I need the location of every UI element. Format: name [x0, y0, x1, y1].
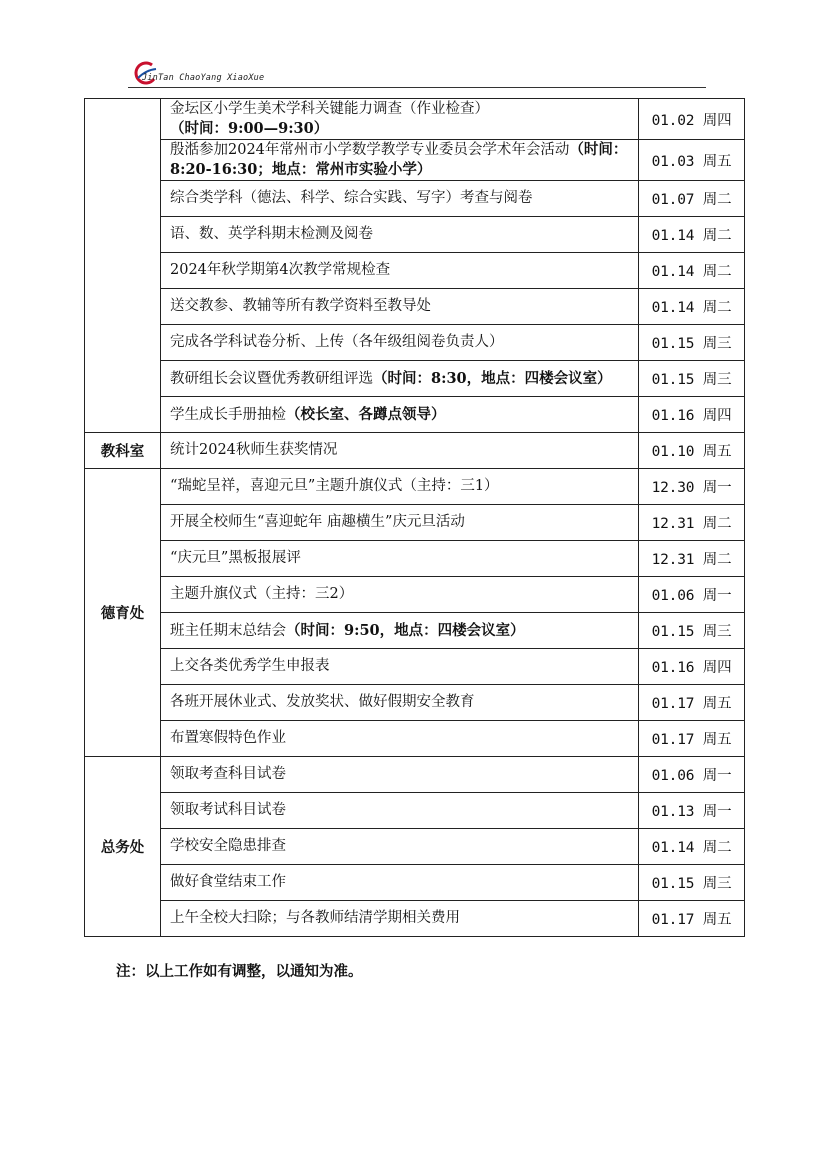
footnote: 注：以上工作如有调整，以通知为准。 [116, 963, 363, 980]
task-cell: 领取考查科目试卷 [161, 757, 639, 793]
date-cell: 12.30 周一 [639, 469, 745, 505]
task-cell: “庆元旦”黑板报展评 [161, 541, 639, 577]
table-row [85, 865, 745, 901]
table-row [85, 541, 745, 577]
table-row [85, 757, 745, 793]
date-cell: 01.14 周二 [639, 217, 745, 253]
task-cell: 上交各类优秀学生申报表 [161, 649, 639, 685]
table-row [85, 361, 745, 397]
table-row [85, 397, 745, 433]
date-cell: 01.03 周五 [639, 140, 745, 181]
header-divider [128, 87, 706, 88]
task-cell: 各班开展休业式、发放奖状、做好假期安全教育 [161, 685, 639, 721]
task-cell: 2024年秋学期第4次教学常规检查 [161, 253, 639, 289]
table-row [85, 901, 745, 937]
page-header [128, 60, 706, 90]
table-row [85, 325, 745, 361]
table-row [85, 505, 745, 541]
date-cell: 01.17 周五 [639, 721, 745, 757]
table-row [85, 721, 745, 757]
date-cell: 01.10 周五 [639, 433, 745, 469]
task-cell: 班主任期末总结会（时间：9:50，地点：四楼会议室） [161, 613, 639, 649]
table-row [85, 649, 745, 685]
date-cell: 01.15 周三 [639, 325, 745, 361]
date-cell: 01.06 周一 [639, 757, 745, 793]
header-brand-text: JinTan ChaoYang XiaoXue [142, 73, 265, 83]
date-cell: 01.02 周四 [639, 99, 745, 140]
task-cell: “瑞蛇呈祥，喜迎元旦”主题升旗仪式（主持：三1） [161, 469, 639, 505]
date-cell: 01.14 周二 [639, 289, 745, 325]
table-row [85, 181, 745, 217]
task-cell: 上午全校大扫除；与各教师结清学期相关费用 [161, 901, 639, 937]
dept-cell-zongwuchu: 总务处 [85, 757, 161, 937]
task-cell: 布置寒假特色作业 [161, 721, 639, 757]
dept-cell-jiaokeshi: 教科室 [85, 433, 161, 469]
table-row [85, 469, 745, 505]
date-cell: 01.17 周五 [639, 685, 745, 721]
date-cell: 01.17 周五 [639, 901, 745, 937]
dept-cell-continued [85, 99, 161, 433]
date-cell: 01.15 周三 [639, 361, 745, 397]
task-cell: 语、数、英学科期末检测及阅卷 [161, 217, 639, 253]
task-cell: 金坛区小学生美术学科关键能力调查（作业检查）（时间：9:00—9:30） [161, 99, 639, 140]
date-cell: 01.16 周四 [639, 649, 745, 685]
date-cell: 01.15 周三 [639, 865, 745, 901]
task-cell: 统计2024秋师生获奖情况 [161, 433, 639, 469]
table-row [85, 140, 745, 181]
date-cell: 12.31 周二 [639, 505, 745, 541]
task-cell: 教研组长会议暨优秀教研组评选（时间：8:30，地点：四楼会议室） [161, 361, 639, 397]
task-cell: 主题升旗仪式（主持：三2） [161, 577, 639, 613]
table-row [85, 793, 745, 829]
date-cell: 01.14 周二 [639, 829, 745, 865]
table-row [85, 613, 745, 649]
task-cell: 学生成长手册抽检（校长室、各蹲点领导） [161, 397, 639, 433]
table-row [85, 685, 745, 721]
table-row [85, 217, 745, 253]
task-cell: 学校安全隐患排查 [161, 829, 639, 865]
table-row [85, 99, 745, 140]
task-cell: 开展全校师生“喜迎蛇年 庙趣横生”庆元旦活动 [161, 505, 639, 541]
table-row [85, 829, 745, 865]
date-cell: 01.06 周一 [639, 577, 745, 613]
table-row [85, 433, 745, 469]
table-row [85, 253, 745, 289]
date-cell: 01.13 周一 [639, 793, 745, 829]
task-cell: 完成各学科试卷分析、上传（各年级组阅卷负责人） [161, 325, 639, 361]
date-cell: 01.07 周二 [639, 181, 745, 217]
date-cell: 01.16 周四 [639, 397, 745, 433]
dept-cell-deyuchu: 德育处 [85, 469, 161, 757]
task-cell: 综合类学科（德法、科学、综合实践、写字）考查与阅卷 [161, 181, 639, 217]
task-cell: 送交教参、教辅等所有教学资料至教导处 [161, 289, 639, 325]
task-cell: 殷湉参加2024年常州市小学数学教学专业委员会学术年会活动（时间：8:20-16:30；地点：常州市实验小学） [161, 140, 639, 181]
date-cell: 12.31 周二 [639, 541, 745, 577]
date-cell: 01.15 周三 [639, 613, 745, 649]
task-cell: 领取考试科目试卷 [161, 793, 639, 829]
table-row [85, 577, 745, 613]
task-cell: 做好食堂结束工作 [161, 865, 639, 901]
date-cell: 01.14 周二 [639, 253, 745, 289]
table-row [85, 289, 745, 325]
work-schedule-table [84, 98, 745, 937]
